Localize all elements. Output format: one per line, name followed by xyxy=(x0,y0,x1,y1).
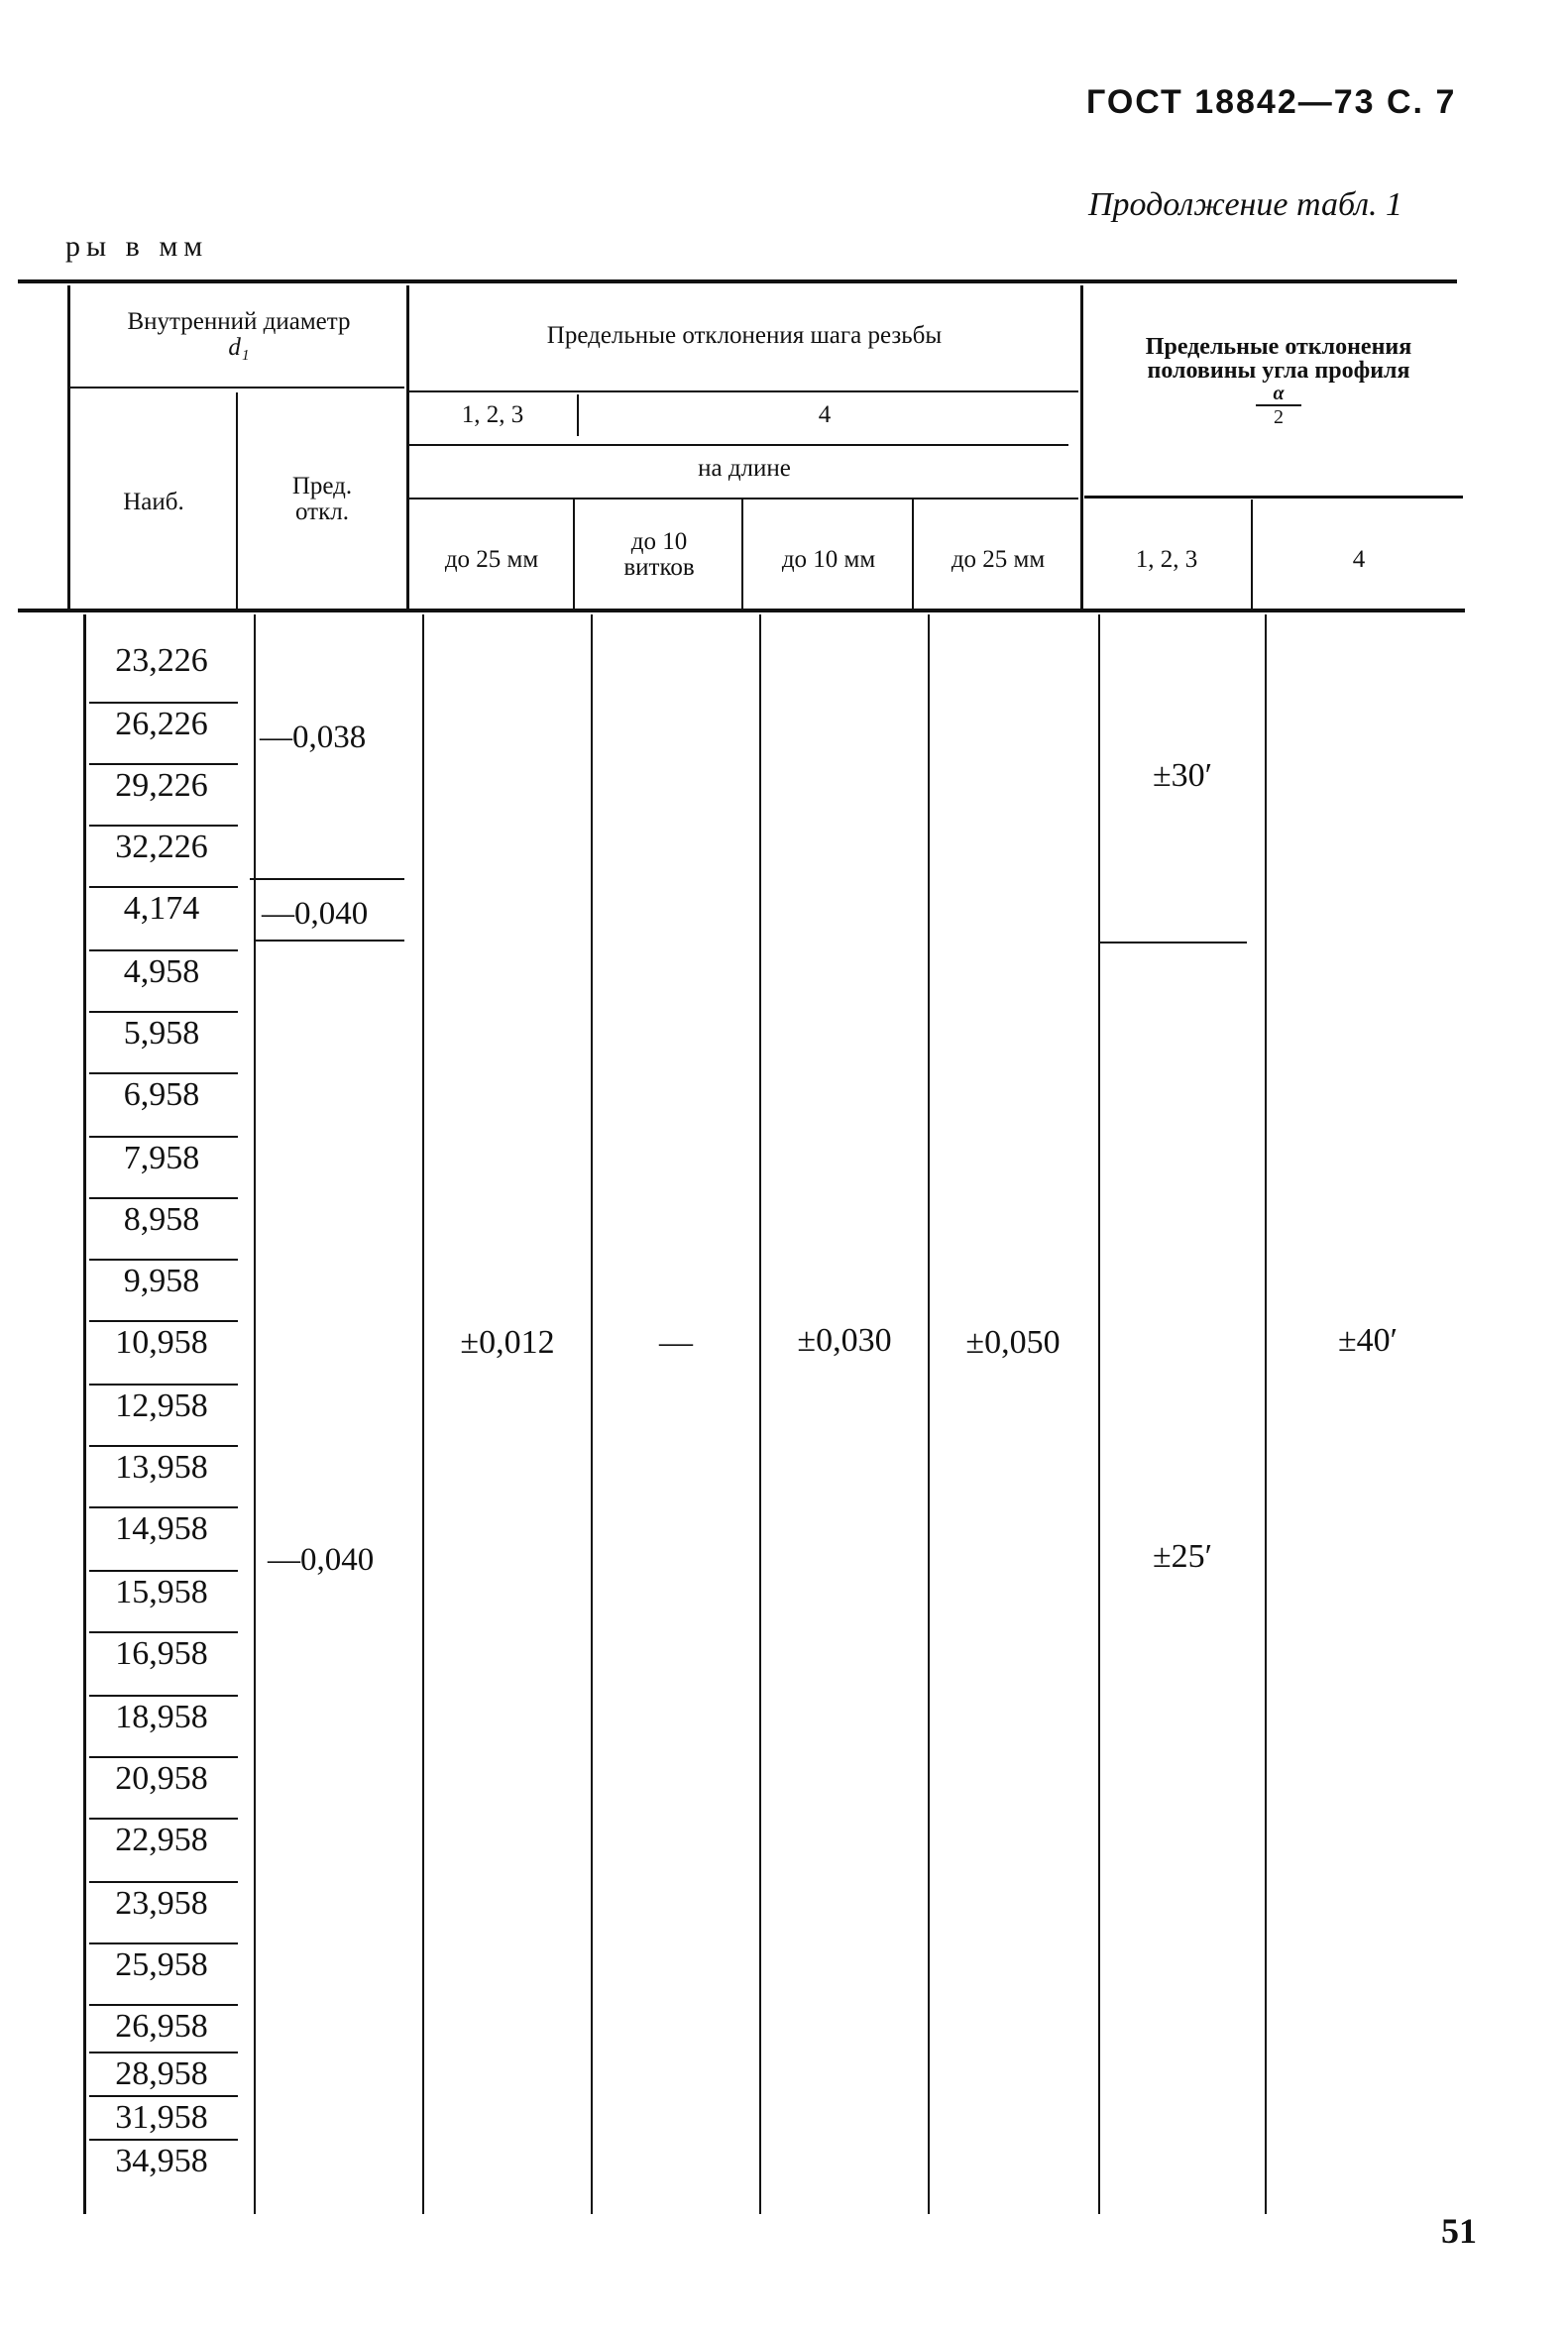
diameter-value: 23,226 xyxy=(115,642,208,679)
diameter-value: 18,958 xyxy=(115,1699,208,1735)
tolerance-038: —0,038 xyxy=(260,720,367,755)
table-continuation: Продолжение табл. 1 xyxy=(1088,186,1403,223)
diameter-value: 13,958 xyxy=(115,1449,208,1486)
tolerance-header: Пред. откл. xyxy=(291,473,353,525)
body-divider-3 xyxy=(591,614,593,2214)
diameter-row xyxy=(87,1140,236,1177)
diameter-value: 22,958 xyxy=(115,1822,208,1858)
pitch-dev-10mm: ±0,030 xyxy=(797,1322,892,1359)
body-left-border xyxy=(83,614,86,2214)
tolerance-040-single: —0,040 xyxy=(262,896,369,932)
body-divider-1 xyxy=(254,614,256,2214)
diameter-rule xyxy=(89,2004,238,2006)
pitch-col-divider-1 xyxy=(573,499,575,612)
diameter-value: 8,958 xyxy=(123,1201,200,1238)
table-top-line xyxy=(18,279,1457,283)
diameter-value: 4,958 xyxy=(123,953,200,990)
pitch-length-line xyxy=(408,498,1078,499)
diameter-rule xyxy=(89,1197,238,1199)
diameter-row xyxy=(87,1885,236,1923)
page-number: 51 xyxy=(1441,2211,1477,2251)
diameter-row xyxy=(87,1201,236,1239)
angle-subheader-line xyxy=(1084,496,1463,499)
diameter-rule xyxy=(89,1942,238,1944)
diameter-row xyxy=(87,642,236,680)
diameter-row xyxy=(87,1449,236,1487)
dia-subheader-line xyxy=(69,387,404,388)
pitch-class-123: 1, 2, 3 xyxy=(461,401,524,428)
body-divider-7 xyxy=(1265,614,1267,2214)
diameter-row xyxy=(87,2143,236,2180)
diameter-rule xyxy=(89,1631,238,1633)
diameter-value: 16,958 xyxy=(115,1635,208,1672)
len-10mm-header: до 10 мм xyxy=(781,546,876,573)
diameter-row xyxy=(87,1510,236,1548)
diameter-rule xyxy=(89,2052,238,2053)
diameter-value: 6,958 xyxy=(123,1076,200,1113)
body-divider-2 xyxy=(422,614,424,2214)
diameter-value: 32,226 xyxy=(115,829,208,865)
diameter-rule xyxy=(89,886,238,888)
diameter-rule xyxy=(89,1818,238,1820)
diameter-rule xyxy=(89,1445,238,1447)
pitch-dev-25mm: ±0,012 xyxy=(460,1324,555,1361)
diameter-value: 25,958 xyxy=(115,1946,208,1983)
pitch-class-line xyxy=(408,444,1068,446)
diameter-rule xyxy=(89,1756,238,1758)
diameter-row xyxy=(87,706,236,743)
diameter-rule xyxy=(89,1136,238,1138)
diameter-rule xyxy=(89,763,238,765)
diameter-value: 9,958 xyxy=(123,1263,200,1299)
diameter-row xyxy=(87,2099,236,2137)
len-25mm-class4-header: до 25 мм xyxy=(951,546,1046,573)
diameter-value: 4,174 xyxy=(123,890,200,927)
diameter-row xyxy=(87,1822,236,1859)
diameter-rule xyxy=(89,1881,238,1883)
diameter-row xyxy=(87,1076,236,1114)
diameter-rule xyxy=(89,949,238,951)
pitch-dev-10-turns: — xyxy=(659,1324,693,1361)
diameter-rule xyxy=(89,1259,238,1261)
diameter-row xyxy=(87,1946,236,1984)
len-10-turns-header: до 10 витков xyxy=(623,528,695,581)
angle-dev-25: ±25′ xyxy=(1152,1538,1213,1575)
units-label: ры в мм xyxy=(65,230,209,263)
diameter-value: 28,958 xyxy=(115,2055,208,2092)
diameter-rule xyxy=(89,702,238,704)
angle-col-divider xyxy=(1251,499,1253,612)
inner-diameter-symbol: d₁ xyxy=(228,334,250,361)
pitch-subheader-line xyxy=(408,390,1078,392)
diameter-rule xyxy=(89,1695,238,1697)
pitch-col-divider-2 xyxy=(741,499,743,612)
diameter-row xyxy=(87,1635,236,1673)
diameter-row xyxy=(87,953,236,991)
diameter-row xyxy=(87,1760,236,1798)
diameter-rule xyxy=(89,825,238,827)
diameter-value: 12,958 xyxy=(115,1387,208,1424)
diameter-rule xyxy=(89,1506,238,1508)
diameter-rule xyxy=(89,2095,238,2097)
diameter-value: 20,958 xyxy=(115,1760,208,1797)
standard-header: ГОСТ 18842—73 С. 7 xyxy=(1086,83,1457,121)
pitch-class-4: 4 xyxy=(818,401,832,428)
diameter-rule xyxy=(89,1320,238,1322)
angle-class-4: 4 xyxy=(1352,546,1366,573)
diameter-row xyxy=(87,2008,236,2046)
angle-dev-30: ±30′ xyxy=(1152,757,1213,794)
half-angle-header: Предельные отклонения половины угла профиля α 2 xyxy=(1086,335,1471,428)
tolerance-038-rule xyxy=(250,878,404,880)
pitch-class-divider xyxy=(577,394,579,436)
angle-dev-40: ±40′ xyxy=(1337,1322,1399,1359)
diameter-row xyxy=(87,890,236,928)
inner-diameter-header: Внутренний диаметр d₁ xyxy=(73,309,404,361)
diameter-value: 31,958 xyxy=(115,2099,208,2136)
diameter-rule xyxy=(89,1570,238,1572)
pitch-length-header: на длине xyxy=(698,455,791,482)
half-angle-numerator: α xyxy=(1273,383,1285,404)
diameter-row xyxy=(87,1324,236,1362)
angle-class-123: 1, 2, 3 xyxy=(1135,546,1198,573)
half-angle-denominator: 2 xyxy=(1274,406,1284,428)
diameter-value: 7,958 xyxy=(123,1140,200,1176)
diameter-value: 15,958 xyxy=(115,1574,208,1610)
diameter-row xyxy=(87,1699,236,1736)
diameter-rule xyxy=(89,1384,238,1386)
dia-pitch-divider xyxy=(406,285,409,612)
diameter-value: 23,958 xyxy=(115,1885,208,1922)
diameter-row xyxy=(87,1263,236,1300)
diameter-row xyxy=(87,767,236,805)
diameter-rule xyxy=(89,2139,238,2141)
table-left-border xyxy=(67,285,70,612)
diameter-value: 5,958 xyxy=(123,1015,200,1052)
diameter-value: 26,226 xyxy=(115,706,208,742)
diameter-value: 26,958 xyxy=(115,2008,208,2045)
body-divider-5 xyxy=(928,614,930,2214)
dia-col-divider-header xyxy=(236,392,238,610)
pitch-angle-divider xyxy=(1080,285,1083,612)
diameter-value: 14,958 xyxy=(115,1510,208,1547)
diameter-value: 29,226 xyxy=(115,767,208,804)
max-header: Наиб. xyxy=(123,489,184,515)
pitch-dev-25mm-class4: ±0,050 xyxy=(965,1324,1061,1361)
pitch-col-divider-3 xyxy=(912,499,914,612)
diameter-rule xyxy=(89,1072,238,1074)
len-25mm-header: до 25 мм xyxy=(444,546,539,573)
diameter-row xyxy=(87,1015,236,1053)
diameter-rule xyxy=(89,1011,238,1013)
body-divider-4 xyxy=(759,614,761,2214)
diameter-row xyxy=(87,1387,236,1425)
pitch-deviation-header: Предельные отклонения шага резьбы xyxy=(546,322,943,349)
body-divider-6 xyxy=(1098,614,1100,2214)
diameter-value: 34,958 xyxy=(115,2143,208,2179)
diameter-row xyxy=(87,1574,236,1611)
diameter-value: 10,958 xyxy=(115,1324,208,1361)
diameter-row xyxy=(87,829,236,866)
tolerance-040-range: —0,040 xyxy=(268,1542,375,1578)
angle-30-rule xyxy=(1100,942,1247,943)
diameter-row xyxy=(87,2055,236,2093)
tolerance-040-rule xyxy=(254,940,404,942)
